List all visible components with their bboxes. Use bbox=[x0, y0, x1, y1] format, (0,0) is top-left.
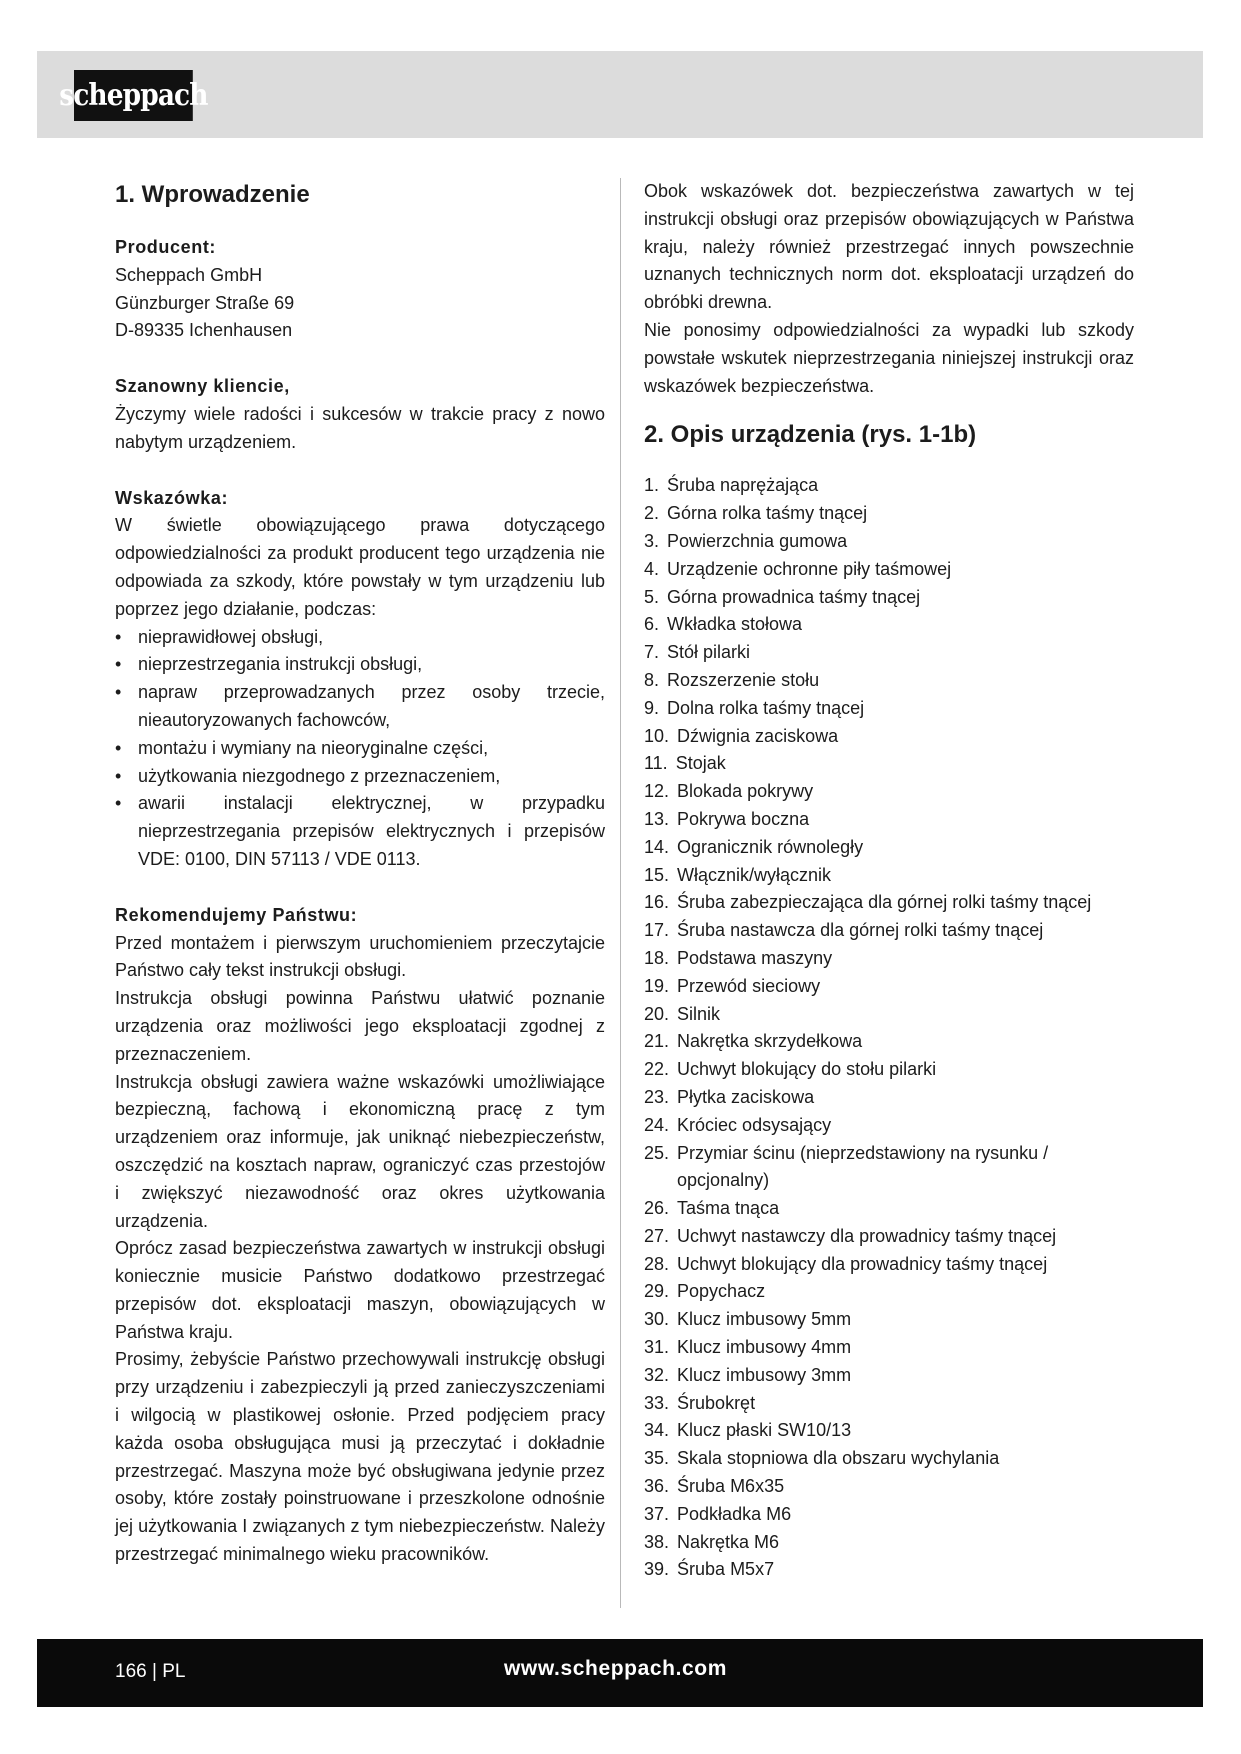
list-item bbox=[644, 1362, 1134, 1390]
list-item-label: Śruba M6x35 bbox=[677, 1476, 785, 1497]
list-item bbox=[644, 778, 1134, 806]
producer-label: Producent: bbox=[115, 237, 217, 257]
list-item-label: Klucz płaski SW10/13 bbox=[677, 1420, 852, 1441]
list-item-number: 18. bbox=[644, 947, 670, 968]
list-item-number: 10. bbox=[644, 725, 670, 746]
list-item-label: Uchwyt nastawczy dla prowadnicy taśmy tnącej bbox=[677, 1225, 1057, 1246]
list-item-number: 5. bbox=[644, 586, 660, 607]
list-item-label: Klucz imbusowy 4mm bbox=[677, 1337, 852, 1358]
list-item-label: Uchwyt blokujący do stołu pilarki bbox=[677, 1059, 937, 1080]
list-item: • napraw przeprowadzanych przez osoby trzecie, nieautoryzowanych fachowców, bbox=[115, 679, 605, 735]
list-item bbox=[644, 611, 1134, 639]
producer-line: Günzburger Straße 69 bbox=[115, 292, 295, 313]
list-item-label: Przymiar ścinu (nieprzedstawiony na rysunku / opcjonalny) bbox=[677, 1142, 1049, 1191]
section-title-introduction: 1. Wprowadzenie bbox=[115, 181, 310, 208]
recommend-paragraph: Prosimy, żebyście Państwo przechowywali instrukcję obsługi przy urządzeniu i zabezpieczyli ją przed zanieczyszczeniami i wilgocią w plastikowej osłonie. Przed podjęciem pracy każda osoba obsługująca musi ją przeczytać i dokładnie przestrzegać. Maszyna może być obsługiwana jedynie przez osoby, które zostały poinstruowane i przeszkolone odnośnie jej użytkowania I związanych z tym niebezpieczeństw. Należy przestrzegać minimalnego wieku pracowników. bbox=[115, 1349, 605, 1565]
list-item: • użytkowania niezgodnego z przeznaczeniem, bbox=[115, 763, 605, 791]
list-item-label: Ogranicznik równoległy bbox=[677, 836, 864, 857]
list-item-number: 19. bbox=[644, 975, 670, 996]
recommend-paragraph: Przed montażem i pierwszym uruchomieniem przeczytajcie Państwo cały tekst instrukcji obsługi. bbox=[115, 932, 605, 981]
list-item bbox=[644, 528, 1134, 556]
list-item-number: 11. bbox=[644, 753, 668, 774]
list-item bbox=[644, 723, 1134, 751]
list-item-number: 27. bbox=[644, 1225, 670, 1246]
list-item-number: 1. bbox=[644, 475, 660, 496]
page-number: 166 | PL bbox=[115, 1661, 186, 1682]
list-item-label: Stół pilarki bbox=[667, 642, 751, 663]
list-item-number: 32. bbox=[644, 1364, 670, 1385]
list-item bbox=[644, 750, 1134, 778]
recommend-paragraph: Instrukcja obsługi powinna Państwu ułatwić poznanie urządzenia oraz możliwości jego eksploatacji zgodnej z przeznaczeniem. bbox=[115, 988, 605, 1064]
list-item bbox=[644, 556, 1134, 584]
brand-logo: scheppach bbox=[74, 70, 193, 121]
recommend-paragraph: Instrukcja obsługi zawiera ważne wskazówki umożliwiające bezpieczną, fachową i ekonomiczną pracę z tym urządzeniem oraz informuje, jak uniknąć niebezpieczeństw, oszczędzić na kosztach napraw, ograniczyć czas przestojów i zwiększyć niezawodność oraz okres użytkowania urządzenia. bbox=[115, 1071, 605, 1231]
list-item-number: 26. bbox=[644, 1198, 670, 1219]
list-item bbox=[644, 862, 1134, 890]
list-item bbox=[644, 500, 1134, 528]
list-item-number: 3. bbox=[644, 530, 660, 551]
list-item-label: Podkładka M6 bbox=[677, 1503, 792, 1524]
list-item-label: Śruba zabezpieczająca dla górnej rolki taśmy tnącej bbox=[677, 892, 1092, 913]
list-item-number: 4. bbox=[644, 558, 660, 579]
recommend-label: Rekomendujemy Państwu: bbox=[115, 904, 358, 925]
list-item bbox=[644, 1334, 1134, 1362]
list-item-label: Przewód sieciowy bbox=[677, 975, 821, 996]
list-item-label: Klucz imbusowy 5mm bbox=[677, 1309, 852, 1330]
list-item: • nieprzestrzegania instrukcji obsługi, bbox=[115, 651, 605, 679]
list-item-number: 12. bbox=[644, 781, 670, 802]
website-link[interactable]: www.scheppach.com bbox=[504, 1657, 727, 1680]
list-item bbox=[644, 806, 1134, 834]
list-item bbox=[644, 1223, 1134, 1251]
list-item-number: 34. bbox=[644, 1420, 670, 1441]
note-bullet-list bbox=[115, 624, 605, 874]
list-item-number: 35. bbox=[644, 1448, 670, 1469]
list-item-number: 24. bbox=[644, 1114, 670, 1135]
producer-line: D-89335 Ichenhausen bbox=[115, 320, 293, 341]
note-label: Wskazówka: bbox=[115, 487, 229, 508]
list-item: • awarii instalacji elektrycznej, w przypadku nieprzestrzegania przepisów elektrycznych i przepisów VDE: 0100, DIN 57113 / VDE 0113. bbox=[115, 790, 605, 873]
left-column bbox=[115, 178, 605, 1569]
list-item bbox=[644, 1417, 1134, 1445]
list-item-number: 31. bbox=[644, 1337, 670, 1358]
list-item-number: 2. bbox=[644, 503, 660, 524]
list-item-number: 9. bbox=[644, 697, 660, 718]
list-item-label: Płytka zaciskowa bbox=[677, 1086, 815, 1107]
intro-paragraph: Obok wskazówek dot. bezpieczeństwa zawartych w tej instrukcji obsługi oraz przepisów obowiązujących w Państwa kraju, należy również przestrzegać innych powszechnie uznanych technicznych norm dot. eksploatacji urządzeń do obróbki drewna. bbox=[644, 181, 1134, 313]
producer-line: Scheppach GmbH bbox=[115, 264, 263, 285]
list-item-label: Uchwyt blokujący dla prowadnicy taśmy tnącej bbox=[677, 1253, 1048, 1274]
list-item-label: Podstawa maszyny bbox=[677, 947, 833, 968]
list-item bbox=[644, 1473, 1134, 1501]
list-item-label: Taśma tnąca bbox=[677, 1198, 780, 1219]
list-item bbox=[644, 1084, 1134, 1112]
list-item bbox=[644, 1278, 1134, 1306]
list-item-number: 14. bbox=[644, 836, 670, 857]
list-item-number: 8. bbox=[644, 669, 660, 690]
list-item-number: 17. bbox=[644, 920, 670, 941]
list-item-label: Rozszerzenie stołu bbox=[667, 669, 820, 690]
list-item bbox=[644, 917, 1134, 945]
list-item-label: Króciec odsysający bbox=[677, 1114, 832, 1135]
intro-paragraph: Nie ponosimy odpowiedzialności za wypadki lub szkody powstałe wskutek nieprzestrzegania niniejszej instrukcji oraz wskazówek bezpieczeństwa. bbox=[644, 319, 1134, 396]
list-item-label: Śruba naprężająca bbox=[667, 475, 819, 496]
list-item-number: 22. bbox=[644, 1059, 670, 1080]
list-item-number: 7. bbox=[644, 642, 660, 663]
list-item-label: Dźwignia zaciskowa bbox=[677, 725, 839, 746]
recommend-paragraph: Oprócz zasad bezpieczeństwa zawartych w instrukcji obsługi koniecznie musicie Państwo dodatkowo przestrzegać przepisów dot. eksploatacji maszyn, obowiązujących w Państwa kraju. bbox=[115, 1238, 605, 1342]
list-item-number: 38. bbox=[644, 1531, 670, 1552]
list-item-number: 29. bbox=[644, 1281, 670, 1302]
list-item bbox=[644, 1028, 1134, 1056]
list-item-number: 36. bbox=[644, 1476, 670, 1497]
list-item-label: Górna prowadnica taśmy tnącej bbox=[667, 586, 921, 607]
list-item-number: 20. bbox=[644, 1003, 670, 1024]
list-item-label: Stojak bbox=[675, 753, 726, 774]
list-item-number: 13. bbox=[644, 808, 670, 829]
list-item-label: Włącznik/wyłącznik bbox=[677, 864, 832, 885]
list-item-label: Nakrętka M6 bbox=[677, 1531, 780, 1552]
list-item bbox=[644, 1390, 1134, 1418]
list-item-number: 21. bbox=[644, 1031, 670, 1052]
list-item-number: 6. bbox=[644, 614, 660, 635]
list-item bbox=[644, 1195, 1134, 1223]
list-item bbox=[644, 1556, 1134, 1584]
list-item bbox=[644, 834, 1134, 862]
list-item bbox=[644, 1445, 1134, 1473]
list-item-number: 39. bbox=[644, 1559, 670, 1580]
list-item-label: Pokrywa boczna bbox=[677, 808, 810, 829]
list-item-label: Urządzenie ochronne piły taśmowej bbox=[667, 558, 952, 579]
list-item bbox=[644, 1140, 1134, 1196]
list-item bbox=[644, 1251, 1134, 1279]
list-item-number: 37. bbox=[644, 1503, 670, 1524]
list-item-number: 23. bbox=[644, 1086, 670, 1107]
list-item bbox=[644, 1056, 1134, 1084]
note-text: W świetle obowiązującego prawa dotyczącego odpowiedzialności za produkt producent tego urządzenia nie odpowiada za szkody, które powstały w tym urządzeniu lub poprzez jego działanie, podczas: bbox=[115, 515, 605, 619]
list-item-label: Klucz imbusowy 3mm bbox=[677, 1364, 852, 1385]
list-item-label: Blokada pokrywy bbox=[677, 781, 814, 802]
list-item-label: Wkładka stołowa bbox=[667, 614, 803, 635]
list-item-number: 25. bbox=[644, 1142, 670, 1163]
list-item bbox=[644, 1001, 1134, 1029]
list-item bbox=[644, 945, 1134, 973]
list-item bbox=[644, 695, 1134, 723]
list-item-label: Górna rolka taśmy tnącej bbox=[667, 503, 868, 524]
list-item-number: 16. bbox=[644, 892, 670, 913]
column-divider bbox=[620, 178, 621, 1608]
list-item bbox=[644, 1529, 1134, 1557]
list-item-label: Śrubokręt bbox=[677, 1392, 756, 1413]
list-item-label: Skala stopniowa dla obszaru wychylania bbox=[677, 1448, 1000, 1469]
list-item bbox=[644, 1501, 1134, 1529]
list-item bbox=[644, 584, 1134, 612]
greeting-text: Życzymy wiele radości i sukcesów w trakcie pracy z nowo nabytym urządzeniem. bbox=[115, 403, 605, 452]
list-item: • nieprawidłowej obsługi, bbox=[115, 624, 605, 652]
list-item bbox=[644, 472, 1134, 500]
list-item-label: Śruba M5x7 bbox=[677, 1559, 775, 1580]
list-item-number: 28. bbox=[644, 1253, 670, 1274]
list-item-label: Dolna rolka taśmy tnącej bbox=[667, 697, 865, 718]
list-item: • montażu i wymiany na nieoryginalne części, bbox=[115, 735, 605, 763]
list-item bbox=[644, 973, 1134, 1001]
list-item-label: Nakrętka skrzydełkowa bbox=[677, 1031, 863, 1052]
list-item bbox=[644, 667, 1134, 695]
list-item-label: Śruba nastawcza dla górnej rolki taśmy tnącej bbox=[677, 920, 1044, 941]
section-title-device-description: 2. Opis urządzenia (rys. 1-1b) bbox=[644, 421, 977, 449]
footer-band bbox=[37, 1639, 1203, 1707]
header-band bbox=[37, 51, 1203, 138]
list-item bbox=[644, 889, 1134, 917]
list-item-number: 15. bbox=[644, 864, 670, 885]
list-item bbox=[644, 1306, 1134, 1334]
right-column bbox=[644, 178, 1134, 1584]
list-item-label: Popychacz bbox=[677, 1281, 766, 1302]
list-item-label: Powierzchnia gumowa bbox=[667, 530, 848, 551]
list-item bbox=[644, 639, 1134, 667]
list-item-number: 30. bbox=[644, 1309, 670, 1330]
list-item-label: Silnik bbox=[677, 1003, 721, 1024]
parts-list bbox=[644, 472, 1134, 1584]
greeting-label: Szanowny kliencie, bbox=[115, 376, 290, 397]
list-item bbox=[644, 1112, 1134, 1140]
list-item-number: 33. bbox=[644, 1392, 670, 1413]
